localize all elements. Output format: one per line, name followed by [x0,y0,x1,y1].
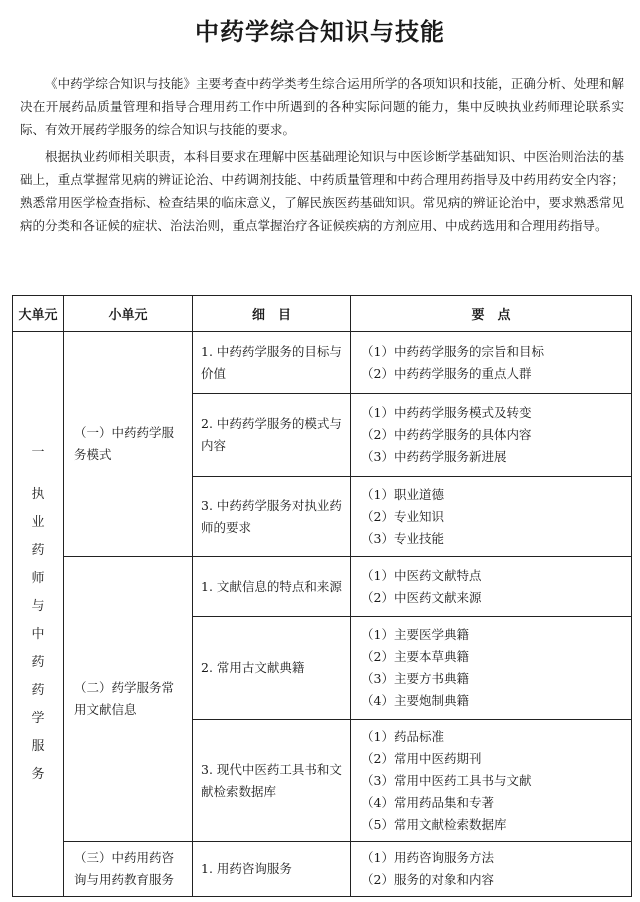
unit-name-char: 业 [31,515,45,530]
unit-name-char: 学 [31,711,45,726]
sub-unit-cell: （一）中药药学服务模式 [64,332,193,557]
table-row [13,332,632,394]
point-item: （1）药品标准 [361,728,444,744]
point-item: （2）主要本草典籍 [361,649,469,664]
point-item: （2）专业知识 [361,508,444,524]
points-cell [351,332,632,394]
detail-cell: 1. 文献信息的特点和来源 [193,557,351,617]
point-item: （5）常用文献检索数据库 [361,816,507,832]
table-row [13,842,632,897]
unit-name-char: 服 [31,739,45,754]
sub-unit-cell: （三）中药用药咨询与用药教育服务 [64,842,193,897]
table-header-row [13,296,632,332]
point-item: （3）常用中医药工具书与文献 [361,772,532,788]
intro-text [20,72,624,237]
page-title: 中药学综合知识与技能 [195,18,445,46]
unit-name-char: 药 [31,543,45,558]
point-item: （3）主要方书典籍 [361,671,469,686]
major-unit-cell [13,332,64,897]
detail-cell: 1. 中药药学服务的目标与价值 [193,332,351,394]
table-row [13,557,632,617]
point-item: （2）中药药学服务的重点人群 [361,365,532,381]
point-item: （1）中药药学服务模式及转变 [361,405,532,420]
points-cell [351,557,632,617]
unit-name-char: 与 [31,599,45,614]
point-item: （2）服务的对象和内容 [361,872,494,887]
point-item: （2）常用中医药期刊 [361,750,482,766]
point-item: （1）中药药学服务的宗旨和目标 [361,343,544,359]
point-item: （4）常用药品集和专著 [361,794,494,810]
intro-paragraph: 根据执业药师相关职责，本科目要求在理解中医基础理论知识与中医诊断学基础知识、中医治则治法的基础上，重点掌握常见病的辨证论治、中药调剂技能、中药质量管理和中药合理用药指导及中药用药安全内容；熟悉常用医学检查指标、检查结果的临床意义，了解民族医药基础知识。常见病的辨证论治中，要求熟悉常见病的分类和各证候的症状、治法治则，重点掌握治疗各证候疾病的方剂应用、中成药选用和合理用药指导。 [20,149,624,233]
unit-number: 一 [31,445,45,460]
unit-name-char: 药 [31,683,45,698]
unit-name-char: 中 [31,627,45,642]
header-detail: 细 目 [193,296,351,332]
detail-cell: 3. 现代中医药工具书和文献检索数据库 [193,720,351,842]
header-sub-unit: 小单元 [64,296,193,332]
unit-name-char: 务 [31,767,45,782]
syllabus-table [12,295,632,897]
point-item: （2）中药药学服务的具体内容 [361,427,532,442]
points-cell [351,720,632,842]
points-cell [351,842,632,897]
sub-unit-cell: （二）药学服务常用文献信息 [64,557,193,842]
point-item: （1）职业道德 [361,486,444,502]
intro-paragraph: 《中药学综合知识与技能》主要考查中药学类考生综合运用所学的各项知识和技能，正确分析、处理和解决在开展药品质量管理和指导合理用药工作中所遇到的各种实际问题的能力，集中反映执业药师理论联系实际、有效开展药学服务的综合知识与技能的要求。 [20,76,624,137]
detail-cell: 3. 中药药学服务对执业药师的要求 [193,477,351,557]
points-cell [351,394,632,477]
point-item: （3）中药药学服务新进展 [361,449,507,464]
header-key-points: 要 点 [351,296,632,332]
points-cell [351,617,632,720]
point-item: （4）主要炮制典籍 [361,693,469,708]
detail-cell: 2. 常用古文献典籍 [193,617,351,720]
header-major-unit: 大单元 [13,296,64,332]
point-item: （1）主要医学典籍 [361,627,469,642]
points-cell [351,477,632,557]
detail-cell: 1. 用药咨询服务 [193,842,351,897]
point-item: （1）用药咨询服务方法 [361,850,494,865]
unit-name-char: 师 [31,571,45,586]
point-item: （1）中医药文献特点 [361,567,482,583]
point-item: （2）中医药文献来源 [361,589,482,605]
detail-cell: 2. 中药药学服务的模式与内容 [193,394,351,477]
unit-name-char: 药 [31,655,45,670]
point-item: （3）专业技能 [361,530,444,546]
unit-name-char: 执 [31,487,45,502]
